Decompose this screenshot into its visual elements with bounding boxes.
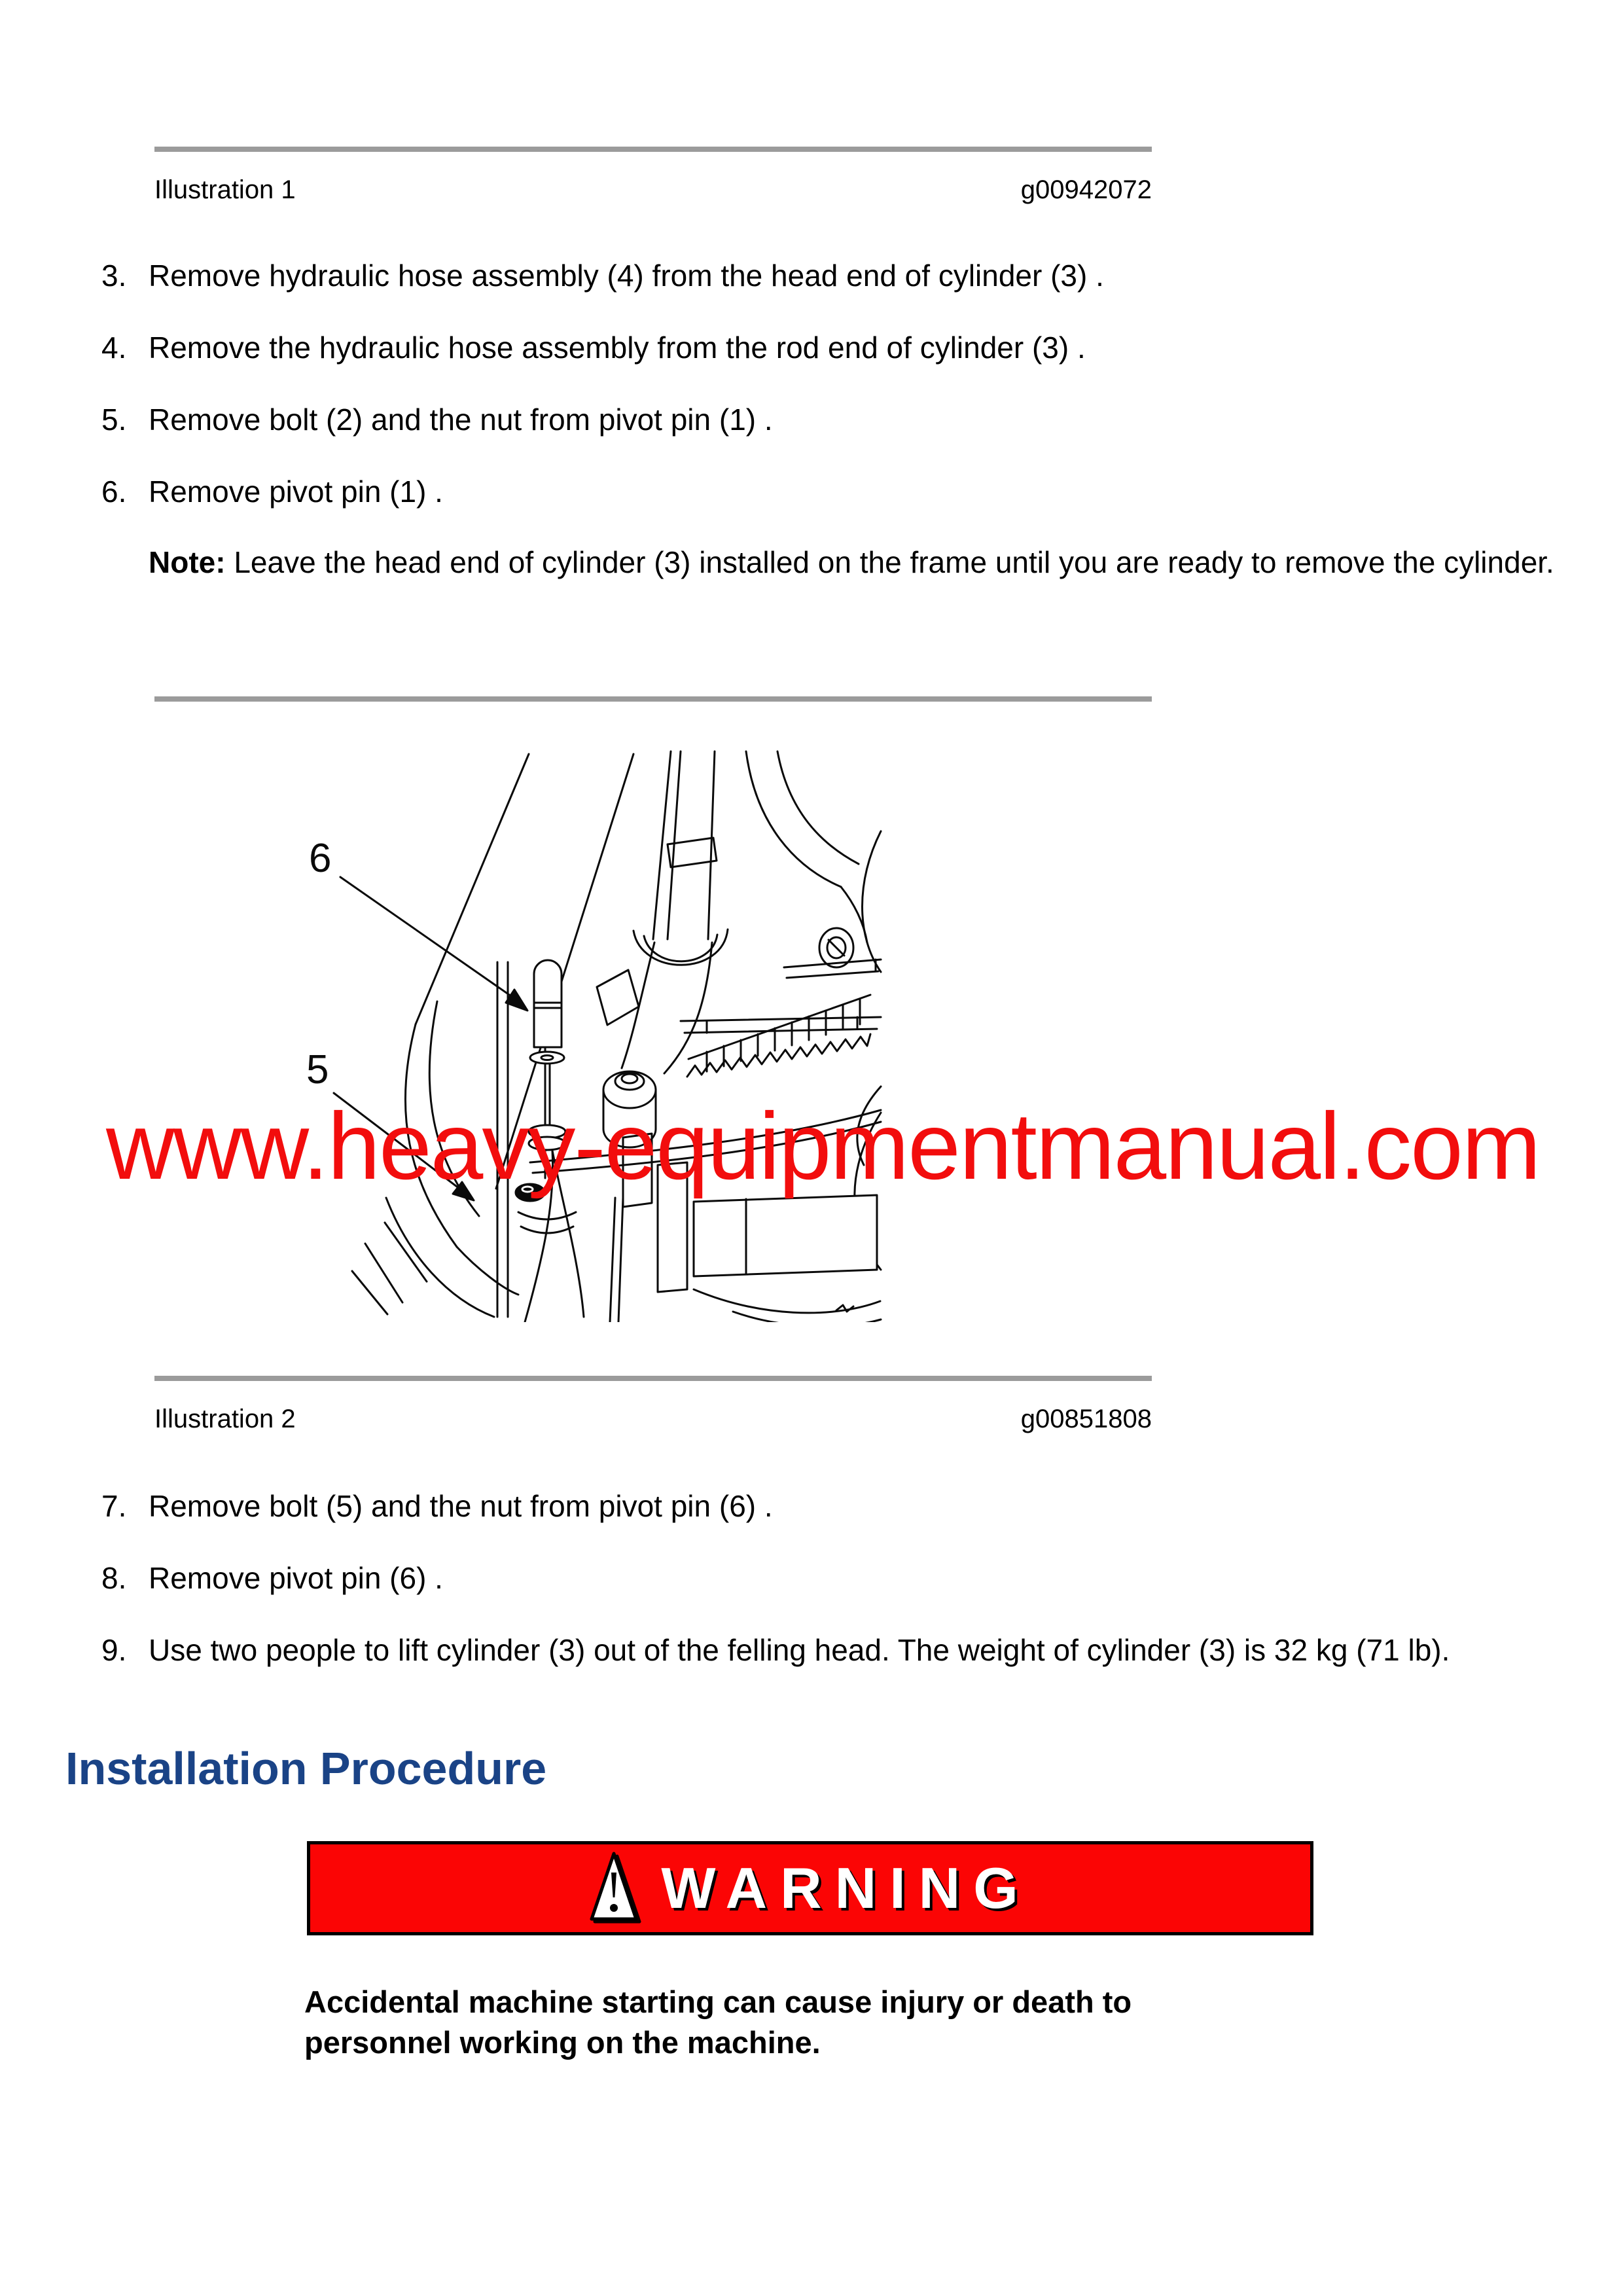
step-text: Remove bolt (5) and the nut from pivot pin (6) . <box>149 1489 773 1523</box>
illustration2-code: g00851808 <box>1020 1405 1152 1433</box>
divider-bar-figure-top <box>154 696 1152 702</box>
step-item-8 <box>101 1559 1574 1597</box>
illustration1-caption <box>154 174 1152 206</box>
step-number: 5. <box>101 403 127 437</box>
step-text: Remove bolt (2) and the nut from pivot pin (1) . <box>149 403 773 437</box>
step-item-4 <box>101 329 1574 367</box>
step-number: 6. <box>101 475 127 509</box>
step-number: 9. <box>101 1633 127 1667</box>
step-number: 3. <box>101 259 127 293</box>
warning-banner <box>307 1841 1313 1935</box>
section-heading: Installation Procedure <box>65 1743 547 1794</box>
step-text: Remove pivot pin (1) . <box>149 475 443 509</box>
divider-bar-top <box>154 147 1152 152</box>
warning-body-text: Accidental machine starting can cause injury or death to personnel working on the machine. <box>304 1984 1132 2060</box>
note-text: Leave the head end of cylinder (3) installed on the frame until you are ready to remove the cylinder. <box>225 545 1554 579</box>
step-item-3 <box>101 257 1574 295</box>
illustration2-caption <box>154 1403 1152 1435</box>
step-text: Remove pivot pin (6) . <box>149 1561 443 1595</box>
note-label: Note: <box>149 545 226 579</box>
step-text: Use two people to lift cylinder (3) out of the felling head. The weight of cylinder (3) is 32 kg (71 lb). <box>149 1633 1450 1667</box>
illustration1-code: g00942072 <box>1020 175 1152 204</box>
note-paragraph <box>149 543 1575 581</box>
watermark-text: www.heavy-equipmentmanual.com <box>106 1093 1540 1199</box>
step-item-5 <box>101 401 1574 439</box>
figure-illustration2 <box>288 746 890 1322</box>
warning-banner-text: WARNING <box>661 1856 1031 1920</box>
warning-triangle-icon <box>589 1850 639 1924</box>
felling-head-line-drawing <box>288 746 890 1322</box>
step-number: 4. <box>101 331 127 365</box>
step-number: 7. <box>101 1489 127 1523</box>
illustration2-label: Illustration 2 <box>154 1405 296 1433</box>
step-text: Remove hydraulic hose assembly (4) from the head end of cylinder (3) . <box>149 259 1104 293</box>
step-number: 8. <box>101 1561 127 1595</box>
figure-callout-5: 5 <box>306 1047 329 1092</box>
step-item-7 <box>101 1487 1574 1525</box>
step-item-6 <box>101 473 1574 511</box>
illustration1-label: Illustration 1 <box>154 175 296 204</box>
step-text: Remove the hydraulic hose assembly from the rod end of cylinder (3) . <box>149 331 1086 365</box>
figure-callout-6: 6 <box>309 836 332 881</box>
divider-bar-figure-bottom <box>154 1376 1152 1381</box>
step-item-9 <box>101 1631 1574 1669</box>
